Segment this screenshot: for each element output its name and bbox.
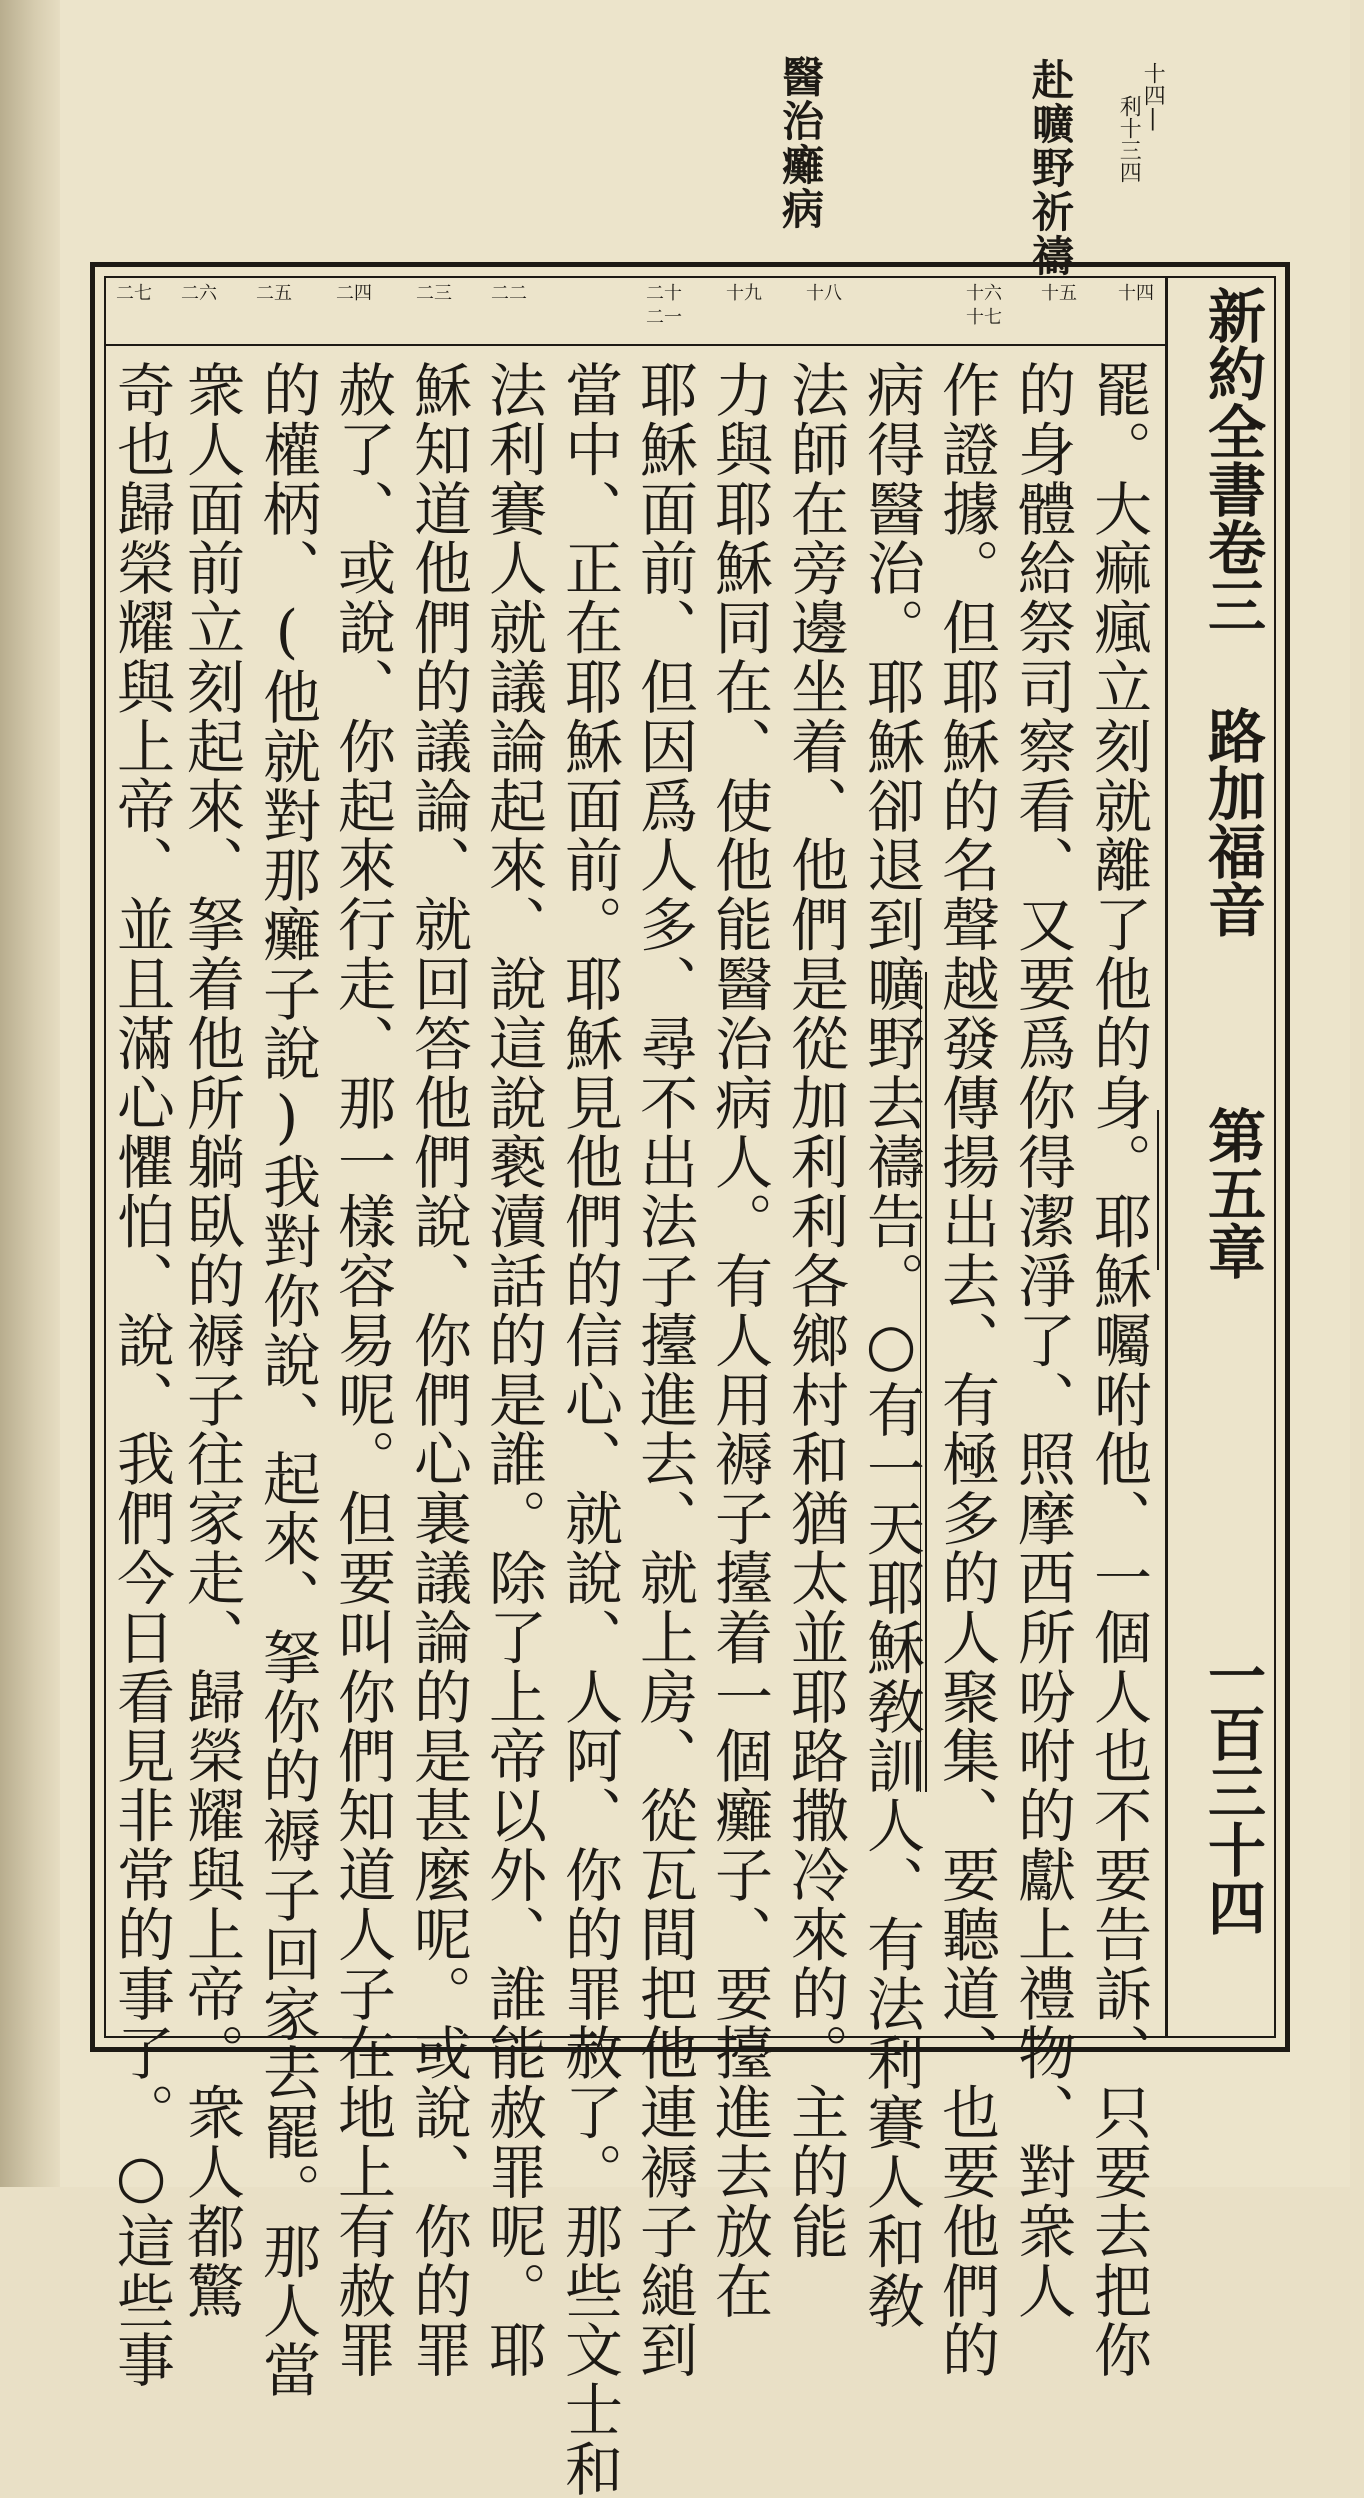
text-column: 赦了、或說、你起來行走、那一樣容易呢。但要叫你們知道人子在地上有赦罪 [328, 360, 396, 2380]
verse-number: 十八 [806, 283, 842, 304]
verse-number: 十五 [1041, 283, 1077, 304]
verse-number: 十七 [966, 307, 1002, 328]
verse-number-row [104, 276, 1165, 346]
side-ref-2: 十四| [1140, 62, 1166, 131]
book-title: 新約全書卷三 [1198, 286, 1266, 634]
verse-number: 十九 [726, 283, 762, 304]
page-number: 一百三十四 [1198, 1646, 1266, 1936]
verse-number: 二五 [256, 283, 292, 304]
verse-number: 十四 [1118, 283, 1154, 304]
text-column: 病得醫治。耶穌卻退到曠野去禱告。○有一天耶穌敎訓人、有法利賽人和敎 [857, 360, 925, 2331]
verse-number: 二三 [416, 283, 452, 304]
text-column: 罷。大痲瘋立刻就離了他的身。耶穌囑咐他、一個人也不要告訴、只要去把你 [1084, 360, 1152, 2380]
verse-number: 二四 [336, 283, 372, 304]
verse-number: 二七 [116, 283, 152, 304]
text-column: 當中、正在耶穌面前。耶穌見他們的信心、就說、人阿、你的罪赦了。那些文士和 [555, 360, 623, 2498]
text-column: 衆人面前立刻起來、拏着他所躺臥的褥子往家走、歸榮耀與上帝。衆人都驚 [177, 360, 245, 2321]
text-column: 的權柄、(他就對那癱子說)我對你說、起來、拏你的褥子回家去罷。那人當 [253, 360, 321, 2400]
place-name-rule [925, 972, 927, 1792]
verse-number: 二二 [491, 283, 527, 304]
verse-number: 二一 [646, 307, 682, 328]
place-name-rule [920, 972, 921, 1792]
side-title-2: 醫治癱病 [776, 55, 825, 231]
book-spine [0, 0, 60, 2187]
text-column: 的身體給祭司察看、又要爲你得潔淨了、照摩西所吩咐的獻上禮物、對衆人 [1008, 360, 1076, 2321]
text-column: 奇也歸榮耀與上帝、並且滿心懼怕、說、我們今日看見非常的事了。○這些事 [107, 360, 175, 2390]
verse-number: 二六 [181, 283, 217, 304]
title-column [1165, 276, 1276, 2038]
verse-number: 十六 [966, 283, 1002, 304]
text-column: 耶穌面前、但因爲人多、尋不出法子擡進去、就上房、從瓦間把他連褥子縋到 [630, 360, 698, 2380]
side-title-1: 赴曠野祈禱 [1026, 58, 1075, 278]
text-column: 作證據。但耶穌的名聲越發傳揚出去、有極多的人聚集、要聽道、也要他們的 [932, 360, 1000, 2380]
verse-number: 二十 [646, 283, 682, 304]
text-column: 法利賽人就議論起來、說這說褻瀆話的是誰。除了上帝以外、誰能赦罪呢。耶 [479, 360, 547, 2380]
text-column: 力與耶穌同在、使他能醫治病人。有人用褥子擡着一個癱子、要擡進去放在 [705, 360, 773, 2321]
side-ref-1: 利十三四 [1116, 95, 1142, 183]
chapter-title: 第五章 [1198, 1106, 1266, 1280]
bleed-through-text [140, 60, 206, 112]
text-column: 法師在旁邊坐着、他們是從加利利各鄉村和猶太並耶路撒冷來的。主的能 [781, 360, 849, 2261]
text-column: 穌知道他們的議論、就回答他們說、你們心裏議論的是甚麼呢。或說、你的罪 [404, 360, 472, 2380]
gospel-title: 路加福音 [1198, 706, 1266, 938]
person-name-rule [1157, 1110, 1159, 1270]
